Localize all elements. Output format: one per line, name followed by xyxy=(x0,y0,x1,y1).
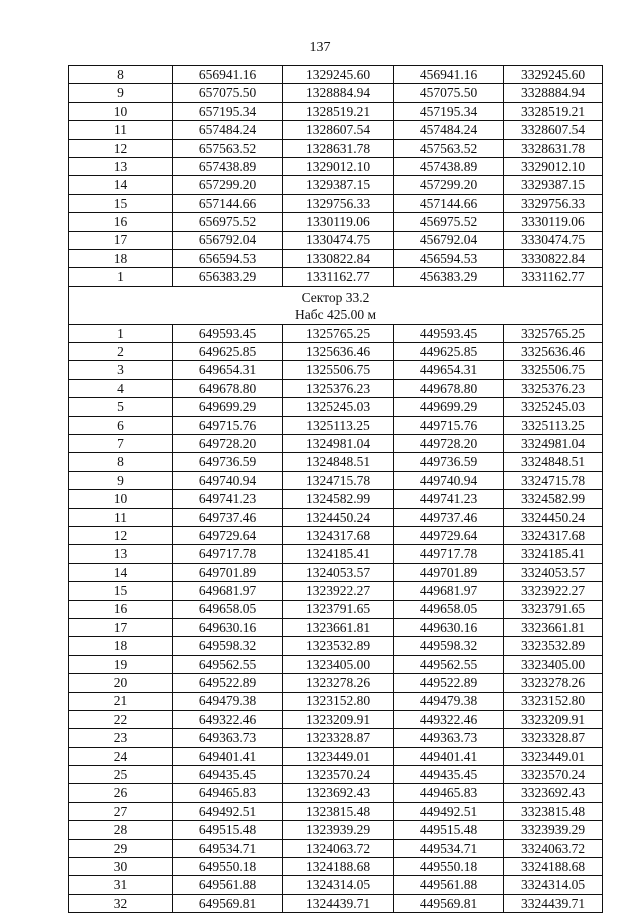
point-number-cell: 2 xyxy=(69,343,173,361)
point-number-cell: 11 xyxy=(69,508,173,526)
x-coordinate-cell: 656941.16 xyxy=(173,66,283,84)
point-number-cell: 21 xyxy=(69,692,173,710)
x-coordinate-cell: 649465.83 xyxy=(173,784,283,802)
point-number-cell: 19 xyxy=(69,655,173,673)
table-row xyxy=(69,231,603,249)
y-coordinate-cell: 1328884.94 xyxy=(283,84,394,102)
table-row xyxy=(69,894,603,912)
y-coordinate-alt-cell: 3328519.21 xyxy=(504,102,603,120)
x-coordinate-cell: 649534.71 xyxy=(173,839,283,857)
y-coordinate-alt-cell: 3324063.72 xyxy=(504,839,603,857)
point-number-cell: 31 xyxy=(69,876,173,894)
y-coordinate-cell: 1330822.84 xyxy=(283,249,394,267)
y-coordinate-alt-cell: 3325765.25 xyxy=(504,324,603,342)
x-coordinate-alt-cell: 449363.73 xyxy=(394,729,504,747)
x-coordinate-alt-cell: 449479.38 xyxy=(394,692,504,710)
table-row xyxy=(69,600,603,618)
x-coordinate-cell: 657563.52 xyxy=(173,139,283,157)
y-coordinate-cell: 1323152.80 xyxy=(283,692,394,710)
y-coordinate-cell: 1324848.51 xyxy=(283,453,394,471)
x-coordinate-alt-cell: 449630.16 xyxy=(394,618,504,636)
y-coordinate-alt-cell: 3329756.33 xyxy=(504,194,603,212)
table-row xyxy=(69,343,603,361)
x-coordinate-alt-cell: 457484.24 xyxy=(394,121,504,139)
y-coordinate-alt-cell: 3324314.05 xyxy=(504,876,603,894)
y-coordinate-alt-cell: 3323570.24 xyxy=(504,766,603,784)
x-coordinate-cell: 649681.97 xyxy=(173,582,283,600)
y-coordinate-cell: 1324715.78 xyxy=(283,471,394,489)
point-number-cell: 9 xyxy=(69,84,173,102)
y-coordinate-alt-cell: 3323209.91 xyxy=(504,710,603,728)
point-number-cell: 11 xyxy=(69,121,173,139)
x-coordinate-alt-cell: 449715.76 xyxy=(394,416,504,434)
y-coordinate-alt-cell: 3324981.04 xyxy=(504,435,603,453)
y-coordinate-cell: 1323449.01 xyxy=(283,747,394,765)
y-coordinate-cell: 1323692.43 xyxy=(283,784,394,802)
y-coordinate-alt-cell: 3323328.87 xyxy=(504,729,603,747)
table-row xyxy=(69,563,603,581)
x-coordinate-alt-cell: 449681.97 xyxy=(394,582,504,600)
point-number-cell: 32 xyxy=(69,894,173,912)
point-number-cell: 17 xyxy=(69,231,173,249)
point-number-cell: 18 xyxy=(69,637,173,655)
x-coordinate-cell: 649561.88 xyxy=(173,876,283,894)
table-row xyxy=(69,839,603,857)
y-coordinate-cell: 1323532.89 xyxy=(283,637,394,655)
y-coordinate-alt-cell: 3330474.75 xyxy=(504,231,603,249)
x-coordinate-alt-cell: 449598.32 xyxy=(394,637,504,655)
point-number-cell: 27 xyxy=(69,802,173,820)
y-coordinate-cell: 1325636.46 xyxy=(283,343,394,361)
y-coordinate-alt-cell: 3323692.43 xyxy=(504,784,603,802)
y-coordinate-cell: 1329245.60 xyxy=(283,66,394,84)
x-coordinate-alt-cell: 457144.66 xyxy=(394,194,504,212)
sector-header-cell xyxy=(69,286,603,324)
x-coordinate-alt-cell: 449740.94 xyxy=(394,471,504,489)
y-coordinate-alt-cell: 3323815.48 xyxy=(504,802,603,820)
table-row xyxy=(69,766,603,784)
x-coordinate-alt-cell: 456941.16 xyxy=(394,66,504,84)
x-coordinate-alt-cell: 457563.52 xyxy=(394,139,504,157)
y-coordinate-alt-cell: 3331162.77 xyxy=(504,268,603,286)
table-row xyxy=(69,176,603,194)
x-coordinate-cell: 649701.89 xyxy=(173,563,283,581)
x-coordinate-alt-cell: 456594.53 xyxy=(394,249,504,267)
coordinates-table xyxy=(68,65,603,913)
table-row xyxy=(69,876,603,894)
x-coordinate-cell: 649729.64 xyxy=(173,526,283,544)
point-number-cell: 13 xyxy=(69,157,173,175)
y-coordinate-cell: 1328607.54 xyxy=(283,121,394,139)
point-number-cell: 8 xyxy=(69,66,173,84)
y-coordinate-cell: 1323922.27 xyxy=(283,582,394,600)
x-coordinate-alt-cell: 449658.05 xyxy=(394,600,504,618)
table-row xyxy=(69,102,603,120)
table-row xyxy=(69,508,603,526)
y-coordinate-cell: 1324053.57 xyxy=(283,563,394,581)
y-coordinate-alt-cell: 3325506.75 xyxy=(504,361,603,379)
y-coordinate-alt-cell: 3324848.51 xyxy=(504,453,603,471)
table-row xyxy=(69,692,603,710)
x-coordinate-cell: 657438.89 xyxy=(173,157,283,175)
y-coordinate-cell: 1324314.05 xyxy=(283,876,394,894)
x-coordinate-cell: 649741.23 xyxy=(173,490,283,508)
x-coordinate-alt-cell: 449534.71 xyxy=(394,839,504,857)
x-coordinate-alt-cell: 456792.04 xyxy=(394,231,504,249)
point-number-cell: 23 xyxy=(69,729,173,747)
y-coordinate-cell: 1323791.65 xyxy=(283,600,394,618)
x-coordinate-cell: 649401.41 xyxy=(173,747,283,765)
y-coordinate-cell: 1323815.48 xyxy=(283,802,394,820)
page-number: 137 xyxy=(309,40,331,55)
point-number-cell: 13 xyxy=(69,545,173,563)
y-coordinate-cell: 1323328.87 xyxy=(283,729,394,747)
table-row xyxy=(69,821,603,839)
y-coordinate-alt-cell: 3330822.84 xyxy=(504,249,603,267)
y-coordinate-alt-cell: 3329245.60 xyxy=(504,66,603,84)
x-coordinate-alt-cell: 449435.45 xyxy=(394,766,504,784)
point-number-cell: 20 xyxy=(69,674,173,692)
point-number-cell: 22 xyxy=(69,710,173,728)
sector-33-2-rows xyxy=(69,324,603,913)
x-coordinate-alt-cell: 457299.20 xyxy=(394,176,504,194)
point-number-cell: 8 xyxy=(69,453,173,471)
x-coordinate-alt-cell: 457195.34 xyxy=(394,102,504,120)
point-number-cell: 24 xyxy=(69,747,173,765)
point-number-cell: 15 xyxy=(69,194,173,212)
x-coordinate-cell: 649522.89 xyxy=(173,674,283,692)
point-number-cell: 10 xyxy=(69,490,173,508)
x-coordinate-cell: 649322.46 xyxy=(173,710,283,728)
y-coordinate-cell: 1324981.04 xyxy=(283,435,394,453)
y-coordinate-alt-cell: 3325636.46 xyxy=(504,343,603,361)
x-coordinate-cell: 649550.18 xyxy=(173,858,283,876)
table-row xyxy=(69,84,603,102)
y-coordinate-cell: 1323278.26 xyxy=(283,674,394,692)
y-coordinate-cell: 1323405.00 xyxy=(283,655,394,673)
point-number-cell: 30 xyxy=(69,858,173,876)
x-coordinate-alt-cell: 449492.51 xyxy=(394,802,504,820)
x-coordinate-alt-cell: 456383.29 xyxy=(394,268,504,286)
point-number-cell: 28 xyxy=(69,821,173,839)
sector-title: Сектор 33.2 xyxy=(301,289,370,305)
table-row xyxy=(69,729,603,747)
x-coordinate-cell: 649569.81 xyxy=(173,894,283,912)
x-coordinate-alt-cell: 449678.80 xyxy=(394,379,504,397)
y-coordinate-cell: 1324188.68 xyxy=(283,858,394,876)
y-coordinate-alt-cell: 3329012.10 xyxy=(504,157,603,175)
x-coordinate-cell: 649435.45 xyxy=(173,766,283,784)
table-row xyxy=(69,710,603,728)
point-number-cell: 25 xyxy=(69,766,173,784)
x-coordinate-alt-cell: 449515.48 xyxy=(394,821,504,839)
y-coordinate-cell: 1323570.24 xyxy=(283,766,394,784)
y-coordinate-alt-cell: 3324317.68 xyxy=(504,526,603,544)
y-coordinate-cell: 1323939.29 xyxy=(283,821,394,839)
x-coordinate-alt-cell: 449729.64 xyxy=(394,526,504,544)
x-coordinate-alt-cell: 449625.85 xyxy=(394,343,504,361)
y-coordinate-cell: 1324063.72 xyxy=(283,839,394,857)
table-row xyxy=(69,379,603,397)
table-row xyxy=(69,139,603,157)
y-coordinate-alt-cell: 3324450.24 xyxy=(504,508,603,526)
point-number-cell: 6 xyxy=(69,416,173,434)
y-coordinate-alt-cell: 3324053.57 xyxy=(504,563,603,581)
table-row xyxy=(69,249,603,267)
x-coordinate-cell: 649593.45 xyxy=(173,324,283,342)
x-coordinate-alt-cell: 449401.41 xyxy=(394,747,504,765)
y-coordinate-cell: 1329012.10 xyxy=(283,157,394,175)
table-row xyxy=(69,66,603,84)
x-coordinate-alt-cell: 449522.89 xyxy=(394,674,504,692)
y-coordinate-cell: 1324185.41 xyxy=(283,545,394,563)
y-coordinate-cell: 1330119.06 xyxy=(283,213,394,231)
y-coordinate-alt-cell: 3328884.94 xyxy=(504,84,603,102)
y-coordinate-alt-cell: 3323939.29 xyxy=(504,821,603,839)
y-coordinate-alt-cell: 3328607.54 xyxy=(504,121,603,139)
point-number-cell: 17 xyxy=(69,618,173,636)
x-coordinate-alt-cell: 449561.88 xyxy=(394,876,504,894)
sector-header xyxy=(69,286,603,324)
table-row xyxy=(69,637,603,655)
x-coordinate-alt-cell: 456975.52 xyxy=(394,213,504,231)
y-coordinate-alt-cell: 3324582.99 xyxy=(504,490,603,508)
y-coordinate-cell: 1323661.81 xyxy=(283,618,394,636)
table-row xyxy=(69,194,603,212)
x-coordinate-alt-cell: 457438.89 xyxy=(394,157,504,175)
y-coordinate-cell: 1328631.78 xyxy=(283,139,394,157)
y-coordinate-cell: 1325765.25 xyxy=(283,324,394,342)
x-coordinate-alt-cell: 449737.46 xyxy=(394,508,504,526)
x-coordinate-cell: 657484.24 xyxy=(173,121,283,139)
point-number-cell: 5 xyxy=(69,398,173,416)
x-coordinate-cell: 649479.38 xyxy=(173,692,283,710)
point-number-cell: 14 xyxy=(69,563,173,581)
x-coordinate-cell: 657144.66 xyxy=(173,194,283,212)
y-coordinate-alt-cell: 3330119.06 xyxy=(504,213,603,231)
x-coordinate-alt-cell: 449593.45 xyxy=(394,324,504,342)
x-coordinate-cell: 649717.78 xyxy=(173,545,283,563)
point-number-cell: 12 xyxy=(69,139,173,157)
table-row xyxy=(69,324,603,342)
y-coordinate-cell: 1324439.71 xyxy=(283,894,394,912)
point-number-cell: 16 xyxy=(69,600,173,618)
point-number-cell: 4 xyxy=(69,379,173,397)
y-coordinate-alt-cell: 3323405.00 xyxy=(504,655,603,673)
x-coordinate-cell: 649737.46 xyxy=(173,508,283,526)
table-row xyxy=(69,545,603,563)
x-coordinate-cell: 649678.80 xyxy=(173,379,283,397)
table-row xyxy=(69,747,603,765)
x-coordinate-cell: 649654.31 xyxy=(173,361,283,379)
y-coordinate-cell: 1324450.24 xyxy=(283,508,394,526)
x-coordinate-cell: 657195.34 xyxy=(173,102,283,120)
point-number-cell: 7 xyxy=(69,435,173,453)
sector-height: Набс 425.00 м xyxy=(294,306,377,322)
table-row xyxy=(69,618,603,636)
table-row xyxy=(69,674,603,692)
y-coordinate-alt-cell: 3323661.81 xyxy=(504,618,603,636)
x-coordinate-cell: 656594.53 xyxy=(173,249,283,267)
point-number-cell: 16 xyxy=(69,213,173,231)
y-coordinate-alt-cell: 3328631.78 xyxy=(504,139,603,157)
x-coordinate-cell: 649715.76 xyxy=(173,416,283,434)
x-coordinate-alt-cell: 449322.46 xyxy=(394,710,504,728)
y-coordinate-cell: 1330474.75 xyxy=(283,231,394,249)
y-coordinate-cell: 1329756.33 xyxy=(283,194,394,212)
sector-header-row xyxy=(69,286,603,324)
y-coordinate-cell: 1323209.91 xyxy=(283,710,394,728)
table-row xyxy=(69,435,603,453)
x-coordinate-cell: 649740.94 xyxy=(173,471,283,489)
y-coordinate-alt-cell: 3323449.01 xyxy=(504,747,603,765)
point-number-cell: 12 xyxy=(69,526,173,544)
x-coordinate-alt-cell: 449699.29 xyxy=(394,398,504,416)
x-coordinate-cell: 649598.32 xyxy=(173,637,283,655)
y-coordinate-cell: 1325506.75 xyxy=(283,361,394,379)
x-coordinate-cell: 649699.29 xyxy=(173,398,283,416)
x-coordinate-cell: 656975.52 xyxy=(173,213,283,231)
x-coordinate-alt-cell: 449728.20 xyxy=(394,435,504,453)
y-coordinate-cell: 1331162.77 xyxy=(283,268,394,286)
table-row xyxy=(69,490,603,508)
x-coordinate-cell: 656383.29 xyxy=(173,268,283,286)
y-coordinate-cell: 1329387.15 xyxy=(283,176,394,194)
x-coordinate-cell: 649736.59 xyxy=(173,453,283,471)
table-row xyxy=(69,655,603,673)
table-row xyxy=(69,858,603,876)
table-row xyxy=(69,398,603,416)
y-coordinate-alt-cell: 3325376.23 xyxy=(504,379,603,397)
x-coordinate-cell: 649630.16 xyxy=(173,618,283,636)
table-row xyxy=(69,802,603,820)
x-coordinate-alt-cell: 457075.50 xyxy=(394,84,504,102)
y-coordinate-cell: 1325113.25 xyxy=(283,416,394,434)
x-coordinate-alt-cell: 449717.78 xyxy=(394,545,504,563)
y-coordinate-cell: 1328519.21 xyxy=(283,102,394,120)
y-coordinate-cell: 1324317.68 xyxy=(283,526,394,544)
table-row xyxy=(69,268,603,286)
y-coordinate-alt-cell: 3324185.41 xyxy=(504,545,603,563)
table-row xyxy=(69,361,603,379)
point-number-cell: 1 xyxy=(69,324,173,342)
x-coordinate-cell: 649625.85 xyxy=(173,343,283,361)
table-row xyxy=(69,121,603,139)
table-row xyxy=(69,453,603,471)
x-coordinate-cell: 657299.20 xyxy=(173,176,283,194)
x-coordinate-cell: 649658.05 xyxy=(173,600,283,618)
x-coordinate-alt-cell: 449701.89 xyxy=(394,563,504,581)
point-number-cell: 15 xyxy=(69,582,173,600)
y-coordinate-alt-cell: 3325113.25 xyxy=(504,416,603,434)
table-row xyxy=(69,784,603,802)
y-coordinate-alt-cell: 3325245.03 xyxy=(504,398,603,416)
y-coordinate-cell: 1325376.23 xyxy=(283,379,394,397)
table-row xyxy=(69,213,603,231)
x-coordinate-alt-cell: 449550.18 xyxy=(394,858,504,876)
x-coordinate-cell: 649492.51 xyxy=(173,802,283,820)
table-row xyxy=(69,582,603,600)
point-number-cell: 29 xyxy=(69,839,173,857)
y-coordinate-alt-cell: 3329387.15 xyxy=(504,176,603,194)
y-coordinate-cell: 1324582.99 xyxy=(283,490,394,508)
point-number-cell: 1 xyxy=(69,268,173,286)
y-coordinate-cell: 1325245.03 xyxy=(283,398,394,416)
point-number-cell: 9 xyxy=(69,471,173,489)
x-coordinate-alt-cell: 449465.83 xyxy=(394,784,504,802)
x-coordinate-alt-cell: 449569.81 xyxy=(394,894,504,912)
point-number-cell: 18 xyxy=(69,249,173,267)
x-coordinate-cell: 649515.48 xyxy=(173,821,283,839)
x-coordinate-alt-cell: 449736.59 xyxy=(394,453,504,471)
x-coordinate-alt-cell: 449654.31 xyxy=(394,361,504,379)
x-coordinate-alt-cell: 449562.55 xyxy=(394,655,504,673)
y-coordinate-alt-cell: 3323532.89 xyxy=(504,637,603,655)
y-coordinate-alt-cell: 3324188.68 xyxy=(504,858,603,876)
table-row xyxy=(69,526,603,544)
table-row xyxy=(69,471,603,489)
x-coordinate-cell: 657075.50 xyxy=(173,84,283,102)
y-coordinate-alt-cell: 3323152.80 xyxy=(504,692,603,710)
y-coordinate-alt-cell: 3323922.27 xyxy=(504,582,603,600)
x-coordinate-cell: 656792.04 xyxy=(173,231,283,249)
y-coordinate-alt-cell: 3323278.26 xyxy=(504,674,603,692)
sector-33-1-rows xyxy=(69,66,603,287)
x-coordinate-cell: 649363.73 xyxy=(173,729,283,747)
x-coordinate-cell: 649562.55 xyxy=(173,655,283,673)
point-number-cell: 26 xyxy=(69,784,173,802)
point-number-cell: 14 xyxy=(69,176,173,194)
table-row xyxy=(69,157,603,175)
point-number-cell: 3 xyxy=(69,361,173,379)
y-coordinate-alt-cell: 3323791.65 xyxy=(504,600,603,618)
x-coordinate-cell: 649728.20 xyxy=(173,435,283,453)
y-coordinate-alt-cell: 3324439.71 xyxy=(504,894,603,912)
table-row xyxy=(69,416,603,434)
y-coordinate-alt-cell: 3324715.78 xyxy=(504,471,603,489)
x-coordinate-alt-cell: 449741.23 xyxy=(394,490,504,508)
point-number-cell: 10 xyxy=(69,102,173,120)
